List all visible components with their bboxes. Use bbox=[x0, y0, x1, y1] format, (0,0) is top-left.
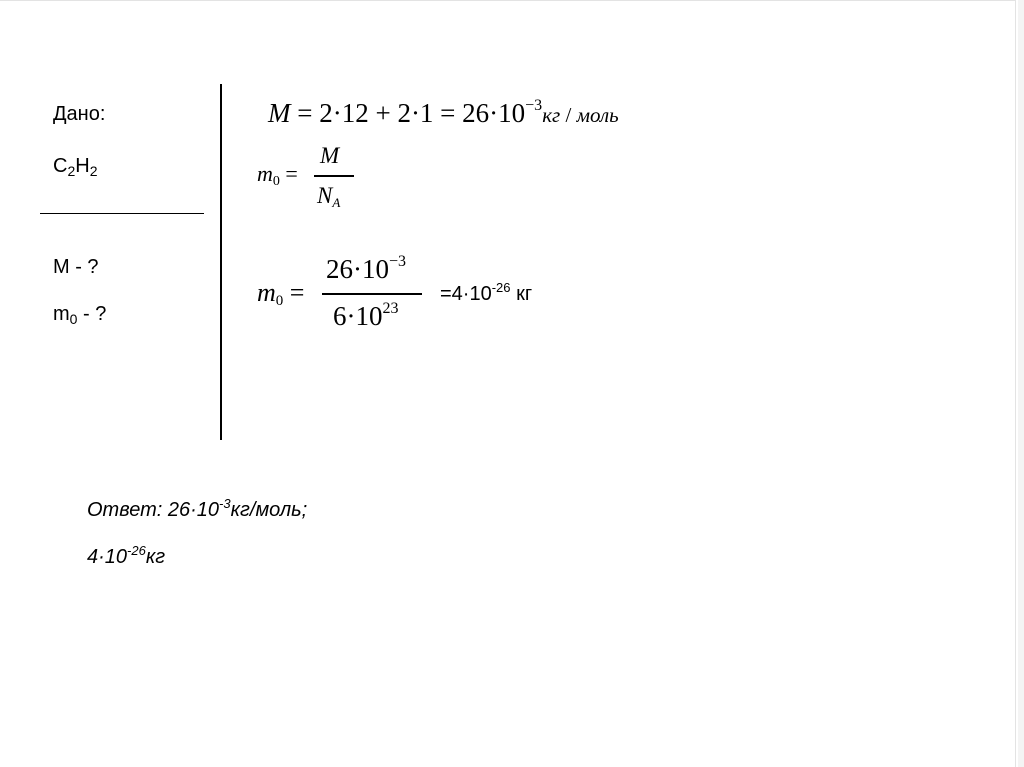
find-mass-sub: 0 bbox=[69, 311, 78, 327]
eq1-slash: / bbox=[560, 103, 577, 127]
answer-line2-suffix: кг bbox=[145, 546, 166, 568]
eq3-numerator bbox=[326, 254, 406, 285]
eq3-result-unit: кг bbox=[510, 283, 533, 305]
answer-line-2 bbox=[87, 543, 166, 569]
eq2-numerator: M bbox=[320, 143, 340, 168]
slide-shadow-right bbox=[1018, 0, 1024, 767]
eq3-result-base: =4·10 bbox=[440, 283, 492, 305]
eq3-denominator bbox=[333, 301, 399, 332]
compound-formula bbox=[53, 155, 98, 178]
compound-h: H bbox=[75, 155, 90, 177]
find-molar-mass: M - ? bbox=[53, 256, 99, 278]
slide-border-right bbox=[1015, 0, 1016, 767]
eq2-denom-sub: A bbox=[332, 195, 341, 210]
eq1-unit-mol: моль bbox=[576, 103, 619, 127]
eq2-N: N bbox=[317, 183, 333, 208]
eq2-denominator bbox=[317, 183, 340, 209]
given-heading: Дано: bbox=[53, 103, 106, 125]
eq3-num-base: 26·10 bbox=[326, 254, 389, 284]
compound-c-sub: 2 bbox=[67, 163, 76, 179]
answer-line1-suffix: кг/моль; bbox=[230, 499, 308, 521]
answer-line1-exp: -3 bbox=[219, 496, 231, 511]
eq1-exp: −3 bbox=[525, 97, 543, 114]
eq2-fraction-line bbox=[314, 175, 354, 177]
compound-c: C bbox=[53, 155, 68, 177]
find-mass-m: m bbox=[53, 303, 70, 325]
given-divider bbox=[40, 213, 204, 214]
eq3-eq: = bbox=[283, 278, 305, 307]
eq3-result bbox=[440, 280, 533, 306]
eq3-m: m bbox=[257, 278, 276, 307]
eq3-sub: 0 bbox=[275, 293, 284, 309]
eq2-eq: = bbox=[279, 161, 298, 186]
eq3-fraction-line bbox=[322, 293, 422, 295]
molar-mass-equation bbox=[268, 98, 619, 129]
solution-divider bbox=[220, 84, 222, 440]
eq3-lhs bbox=[257, 278, 304, 308]
eq2-m: m bbox=[257, 161, 273, 186]
eq3-num-exp: −3 bbox=[389, 253, 407, 270]
answer-line-1 bbox=[87, 496, 308, 522]
eq2-lhs bbox=[257, 161, 298, 187]
find-mass-rest: - ? bbox=[77, 303, 107, 325]
compound-h-sub: 2 bbox=[89, 163, 98, 179]
answer-line2-prefix: 4·10 bbox=[87, 546, 128, 568]
eq2-sub: 0 bbox=[272, 174, 280, 189]
answer-line1-prefix: Ответ: 26·10 bbox=[87, 499, 220, 521]
eq1-calc: = 2·12 + 2·1 = 26·10 bbox=[290, 98, 526, 128]
eq3-den-exp: 23 bbox=[382, 300, 399, 317]
slide-border-top bbox=[0, 0, 1015, 1]
eq3-den-base: 6·10 bbox=[333, 301, 383, 331]
answer-line2-exp: -26 bbox=[127, 543, 146, 558]
eq3-result-exp: -26 bbox=[491, 280, 511, 295]
find-molecule-mass bbox=[53, 303, 106, 326]
eq1-unit-kg: кг bbox=[542, 103, 561, 127]
eq1-M: M bbox=[268, 98, 291, 128]
